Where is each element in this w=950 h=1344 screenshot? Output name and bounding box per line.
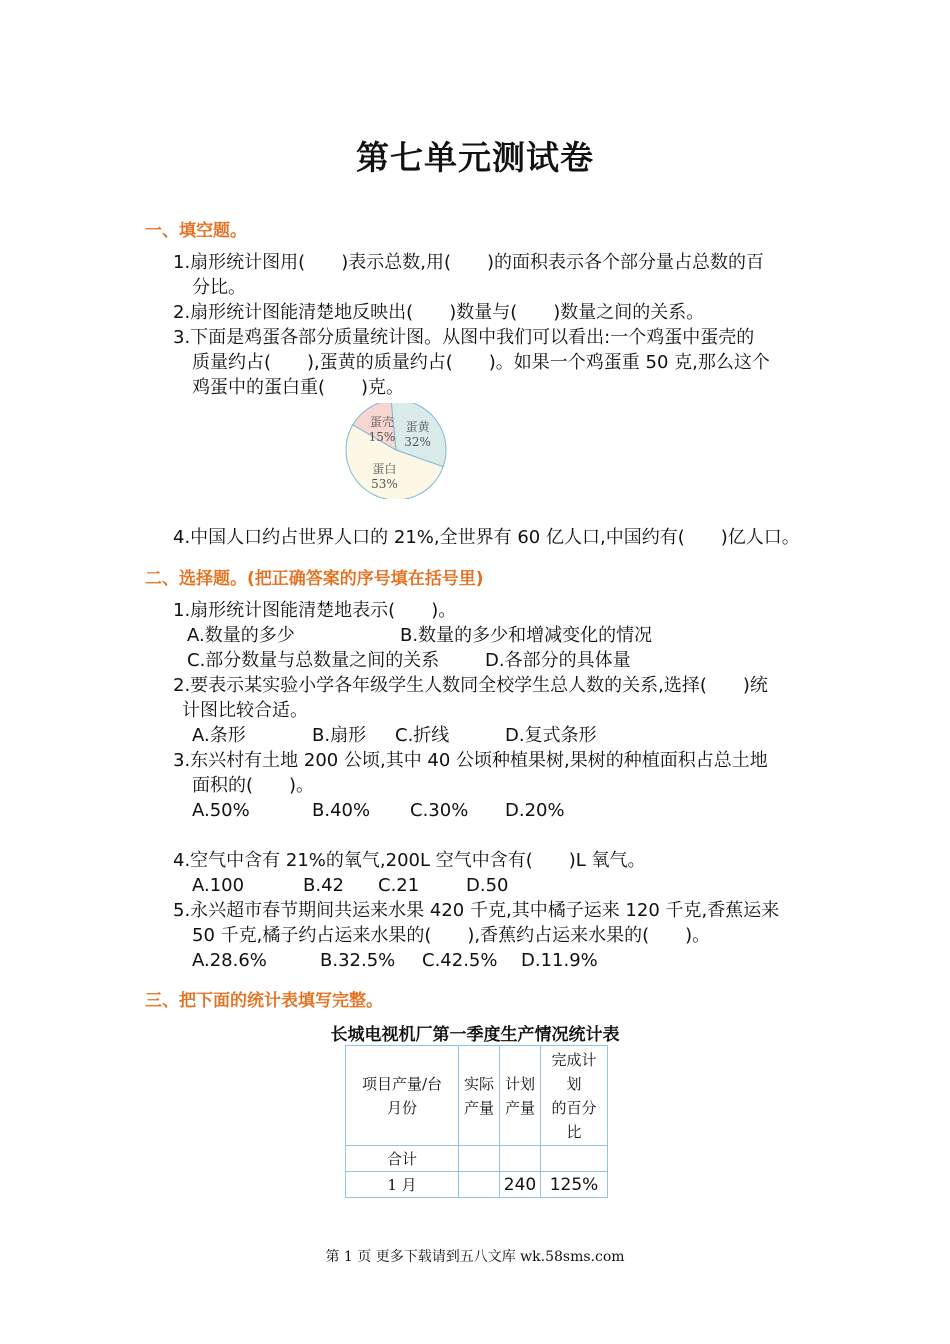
table-row [346,1172,608,1198]
s1-q1-line1: 1.扇形统计图用( )表示总数,用( )的面积表示各个部分量占总数的百 [173,252,764,273]
s1-q1-line2: 分比。 [192,277,246,298]
header-actual [459,1046,500,1146]
cell [459,1172,500,1198]
s2-q4-option-a: A.100 [192,875,245,896]
header-actual-line1: 实际 [463,1074,494,1093]
s2-q4-option-b: B.42 [303,875,344,896]
table-row [346,1146,608,1172]
header-plan-line2: 产量 [504,1098,535,1117]
header-item-month [346,1046,459,1146]
s2-q2-line1: 2.要表示某实验小学各年级学生人数同全校学生总人数的关系,选择( )统 [173,675,768,696]
header-completion-line1: 完成计 [551,1050,597,1069]
s2-q4-option-d: D.50 [466,875,509,896]
cell: 240 [500,1172,541,1198]
s2-q2-option-a: A.条形 [192,725,246,746]
pie-label-name-0: 蛋黄 [405,420,430,435]
s2-q3-option-a: A.50% [192,800,250,821]
cell: 1 月 [346,1172,459,1198]
s2-q3-option-c: C.30% [410,800,469,821]
s2-q3-line1: 3.东兴村有土地 200 公顷,其中 40 公顷种植果树,果树的种植面积占总土地 [173,750,768,771]
cell: 合计 [346,1146,459,1172]
cell [541,1146,608,1172]
s2-q2-option-b: B.扇形 [312,725,367,746]
pie-label-pct-1: 53% [371,476,398,491]
s2-q5-option-d: D.11.9% [521,950,598,971]
s2-q1: 1.扇形统计图能清楚地表示( )。 [173,600,457,621]
s2-q5-line2: 50 千克,橘子约占运来水果的( ),香蕉约占运来水果的( )。 [192,925,711,946]
pie-label-pct-0: 32% [404,435,431,450]
page-footer: 第 1 页 更多下载请到五八文库 wk.58sms.com [325,1249,625,1265]
s2-q1-option-a: A.数量的多少 [187,625,295,646]
s2-q1-option-d: D.各部分的具体量 [485,650,631,671]
s2-q3-line2: 面积的( )。 [192,775,315,796]
table-title: 长城电视机厂第一季度生产情况统计表 [330,1025,620,1045]
s1-q3-line2: 质量约占( ),蛋黄的质量约占( )。如果一个鸡蛋重 50 克,那么这个 [192,352,770,373]
header-completion-pct [541,1046,608,1146]
header-item-month-line2: 月份 [386,1098,417,1117]
header-completion-line2: 划 [566,1074,582,1093]
header-plan [500,1046,541,1146]
s2-q4-option-c: C.21 [378,875,420,896]
s1-q4: 4.中国人口约占世界人口的 21%,全世界有 60 亿人口,中国约有( )亿人口。 [173,527,800,548]
pie-label-name-1: 蛋白 [372,461,397,476]
s2-q3-option-b: B.40% [312,800,371,821]
pie-label-name-2: 蛋壳 [369,415,394,430]
s2-q5-option-b: B.32.5% [320,950,396,971]
production-stats-table [345,1045,608,1198]
s2-q2-option-c: C.折线 [395,725,450,746]
cell: 125% [541,1172,608,1198]
s2-q3-option-d: D.20% [505,800,565,821]
cell [500,1146,541,1172]
header-completion-line3: 的百分 [551,1098,597,1117]
s2-q4: 4.空气中含有 21%的氧气,200L 空气中含有( )L 氧气。 [173,850,646,871]
s2-q2-option-d: D.复式条形 [505,725,597,746]
egg-pie-chart [344,403,448,499]
header-plan-line1: 计划 [504,1074,535,1093]
section-1-heading: 一、填空题。 [145,221,247,241]
header-item-month-line1: 项目产量/台 [361,1074,443,1093]
pie-label-pct-2: 15% [368,430,396,445]
header-completion-line4: 比 [566,1122,582,1141]
header-actual-line2: 产量 [463,1098,494,1117]
cell [459,1146,500,1172]
section-2-heading: 二、选择题。(把正确答案的序号填在括号里) [145,569,484,589]
s1-q3-line1: 3.下面是鸡蛋各部分质量统计图。从图中我们可以看出:一个鸡蛋中蛋壳的 [173,327,755,348]
s2-q5-option-c: C.42.5% [422,950,498,971]
s1-q3-line3: 鸡蛋中的蛋白重( )克。 [192,377,405,398]
s2-q1-option-c: C.部分数量与总数量之间的关系 [187,650,440,671]
s2-q5-line1: 5.永兴超市春节期间共运来水果 420 千克,其中橘子运来 120 千克,香蕉运来 [173,900,780,921]
section-3-heading: 三、把下面的统计表填写完整。 [145,991,383,1011]
s2-q2-line2: 计图比较合适。 [182,700,308,721]
s1-q2: 2.扇形统计图能清楚地反映出( )数量与( )数量之间的关系。 [173,302,705,323]
s2-q1-option-b: B.数量的多少和增减变化的情况 [400,625,653,646]
s2-q5-option-a: A.28.6% [192,950,267,971]
table-header-row [346,1046,608,1146]
page-title: 第七单元测试卷 [356,138,594,177]
